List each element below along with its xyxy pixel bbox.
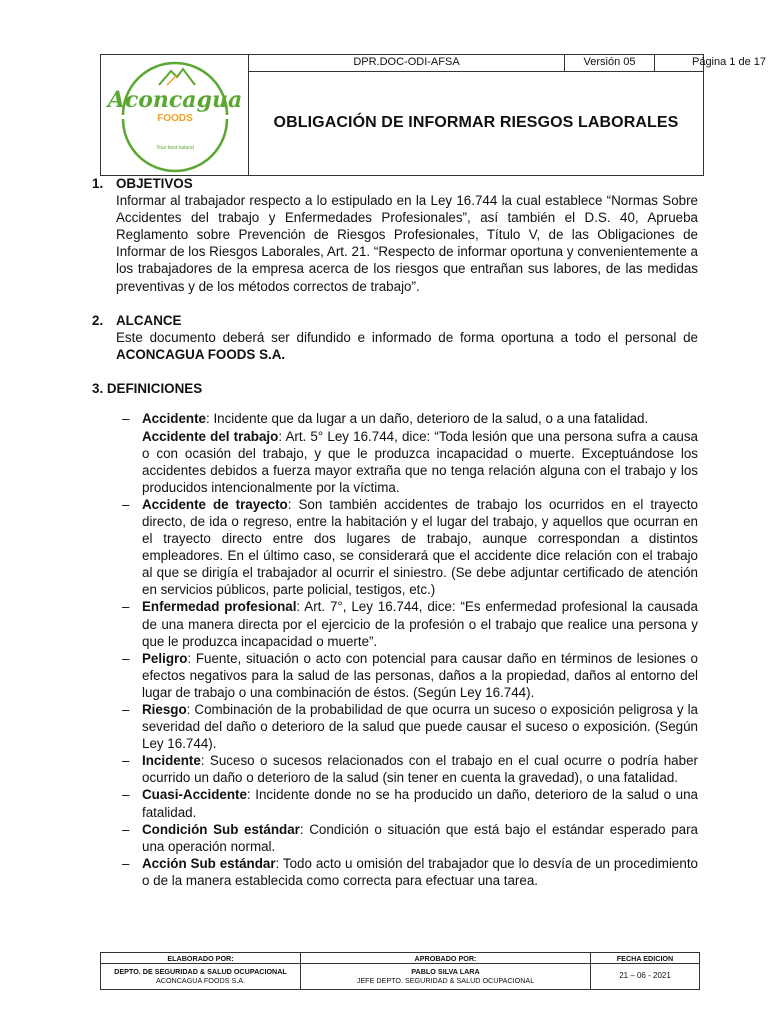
logo-sub-text: FOODS xyxy=(157,113,193,124)
aconcagua-foods-logo xyxy=(101,55,249,175)
section-paragraph: Informar al trabajador respecto a lo estipulado en la Ley 16.744 la cual establece “Normas Sobre Accidentes del trabajo y Enfermedades Profesionales”, así también el D.S. 40, Aprueba Reglamento sobre Prevención de Riesgos Profesionales, Título V, de las Obligaciones de Informar de los Riesgos Laborales, Art. 21. “Respecto de informar oportuna y convenientemente a los trabajadores de la empresa acerca de los riesgos que entrañan sus labores, de las medidas preventivas y de los métodos correctos de trabajo”. xyxy=(116,193,698,294)
header-meta-row xyxy=(249,55,766,72)
definition-term: Acción Sub estándar xyxy=(142,855,276,871)
section-title: ALCANCE xyxy=(116,312,182,328)
section-number: 1. xyxy=(92,176,104,191)
definition-term: Incidente xyxy=(142,753,201,769)
section-objetivos xyxy=(92,175,698,295)
definition-item: – Accidente: Incidente que da lugar a un daño, deterioro de la salud, o a una fatalidad. xyxy=(122,411,649,427)
section-definiciones xyxy=(92,380,698,889)
definition-item: – Acción Sub estándar: Todo acto u omisión del trabajador que lo desvía de un procedimiento o de la manera establecida como correcta para efectuar una tarea. xyxy=(122,855,698,888)
company-name: ACONCAGUA FOODS S.A. xyxy=(116,346,286,362)
definition-term: Accidente de trayecto xyxy=(142,496,288,512)
definition-text: : Art. 7°, Ley 16.744, dice: “Es enfermedad profesional la causada de una manera directa por el ejercicio de la profesión o el trabajo que realice una persona y que le produzca incapacidad o muerte”. xyxy=(142,599,698,649)
section-number: 2. xyxy=(92,312,104,328)
section-heading xyxy=(92,312,698,329)
definition-term: Cuasi-Accidente xyxy=(142,787,247,803)
definition-text: : Incidente que da lugar a un daño, deterioro de la salud, o a una fatalidad. xyxy=(206,411,649,427)
definition-item: – Cuasi-Accidente: Incidente donde no se ha producido un daño, deterioro de la salud o una fatalidad. xyxy=(122,787,698,820)
section-paragraph xyxy=(116,329,698,363)
aprobado-line1: PABLO SILVA LARA xyxy=(411,967,480,976)
definition-term: Enfermedad profesional xyxy=(142,599,297,615)
section-heading xyxy=(92,175,698,192)
fecha-value: 21 – 06 - 2021 xyxy=(619,971,671,980)
aprobado-value xyxy=(301,964,591,989)
definition-item: – Condición Sub estándar: Condición o situación que está bajo el estándar esperado para una operación normal. xyxy=(122,821,698,854)
document-footer xyxy=(100,952,700,990)
alcance-text: Este documento deberá ser difundido e informado de forma oportuna a todo el personal de xyxy=(116,329,698,345)
definition-term: Accidente xyxy=(142,411,206,427)
elaborado-label: ELABORADO POR: xyxy=(101,953,301,964)
section-heading: 3. DEFINICIONES xyxy=(92,380,203,396)
document-title: OBLIGACIÓN DE INFORMAR RIESGOS LABORALES xyxy=(273,114,679,131)
definition-text: : Fuente, situación o acto con potencial para causar daño en términos de lesiones o efectos negativos para la salud de las personas, daños a la propiedad, daños al entorno del lugar de trabajo o una combinación de éstos. (Según Ley 16.744). xyxy=(142,650,698,700)
document-code: DPR.DOC-ODI-AFSA xyxy=(249,55,565,71)
definition-item xyxy=(116,428,698,496)
logo-cell xyxy=(101,55,249,175)
definition-item: – Incidente: Suceso o sucesos relacionados con el trabajo en el cual ocurre o podría haber ocurrido un daño o deterioro de la salud (sin tener en cuenta la gravedad), o una fatalidad. xyxy=(122,753,698,786)
definition-item: – Enfermedad profesional: Art. 7°, Ley 16.744, dice: “Es enfermedad profesional la causada de una manera directa por el ejercicio de la profesión o el trabajo que realice una persona y que le produzca incapacidad o muerte”. xyxy=(122,599,698,649)
fecha-label: FECHA EDICION xyxy=(591,953,699,964)
definition-text: : Son también accidentes de trabajo los ocurridos en el trayecto directo, de ida o regreso, entre la habitación y el lugar del trabajo, y aquellos que ocurran en el trayecto directo entre dos lugares de trabajo, aunque correspondan a distintos empleadores. En el último caso, se considerará que el accidente dice relación con el trabajo al que se dirigía el trabajador al ocurrir el siniestro. (Se debe adjuntar certificado de atención en servicios públicos, parte policial, testigos, etc.) xyxy=(142,496,698,598)
definition-text: : Suceso o sucesos relacionados con el trabajo en el cual ocurre o podría haber ocurrido un daño o deterioro de la salud (sin tener en cuenta la gravedad), o una fatalidad. xyxy=(142,753,698,786)
definition-item: – Riesgo: Combinación de la probabilidad de que ocurra un suceso o exposición peligrosa y la severidad del daño o deterioro de la salud que puede causar el suceso o exposición. (Según Ley 16.744). xyxy=(122,702,698,752)
elaborado-line2: ACONCAGUA FOODS S.A. xyxy=(155,976,246,985)
aprobado-line2: JEFE DEPTO. SEGURIDAD & SALUD OCUPACIONAL xyxy=(356,976,535,985)
definition-item: – Accidente de trayecto: Son también accidentes de trabajo los ocurridos en el trayecto directo, de ida o regreso, entre la habitación y el lugar del trabajo, y aquellos que ocurran en el trayecto directo entre dos lugares de trabajo, aunque correspondan a distintos empleadores. En el último caso, se considerará que el accidente dice relación con el trabajo al que se dirigía el trabajador al ocurrir el siniestro. (Se debe adjuntar certificado de atención en servicios públicos, parte policial, testigos, etc.) xyxy=(122,496,698,598)
elaborado-value xyxy=(101,964,301,989)
definition-term: Condición Sub estándar xyxy=(142,821,300,837)
logo-brand-text: Aconcagua xyxy=(107,87,243,113)
page-number: Página 1 de 17 xyxy=(691,56,766,68)
aprobado-label: APROBADO POR: xyxy=(301,953,591,964)
definition-text: : Incidente donde no se ha producido un daño, deterioro de la salud o una fatalidad. xyxy=(142,787,698,820)
document-version: Versión 05 xyxy=(565,55,655,71)
logo-tagline-text: Your best natural xyxy=(156,145,194,151)
definition-term: Peligro xyxy=(142,650,188,666)
document-header xyxy=(100,54,766,176)
definition-text: : Art. 5° Ley 16.744, dice: “Toda lesión que una persona sufra a causa o con ocasión del trabajo, y que le produzca incapacidad o muerte. Exceptuándose los accidentes debidos a fuerza mayor extraña que no tenga relación alguna con el trabajo y los producidos intencionalmente por la víctima. xyxy=(142,428,698,495)
document-body xyxy=(92,175,698,902)
definition-text: : Condición o situación que está bajo el estándar esperado para una operación normal. xyxy=(142,821,698,854)
definition-item: – Peligro: Fuente, situación o acto con potencial para causar daño en términos de lesiones o efectos negativos para la salud de las personas, daños a la propiedad, daños al entorno del lugar de trabajo o una combinación de éstos. (Según Ley 16.744). xyxy=(122,650,698,700)
elaborado-line1: DEPTO. DE SEGURIDAD & SALUD OCUPACIONAL xyxy=(114,967,287,976)
definitions-list xyxy=(116,410,698,889)
definition-term: Riesgo xyxy=(142,702,187,718)
section-alcance xyxy=(92,312,698,363)
section-title: OBJETIVOS xyxy=(116,176,193,191)
definition-text: : Combinación de la probabilidad de que ocurra un suceso o exposición peligrosa y la severidad del daño o deterioro de la salud que puede causar el suceso o exposición. (Según Ley 16.744). xyxy=(142,702,698,752)
definition-text: : Todo acto u omisión del trabajador que lo desvía de un procedimiento o de la manera establecida como correcta para efectuar una tarea. xyxy=(142,855,698,888)
definition-term: Accidente del trabajo xyxy=(142,428,279,444)
